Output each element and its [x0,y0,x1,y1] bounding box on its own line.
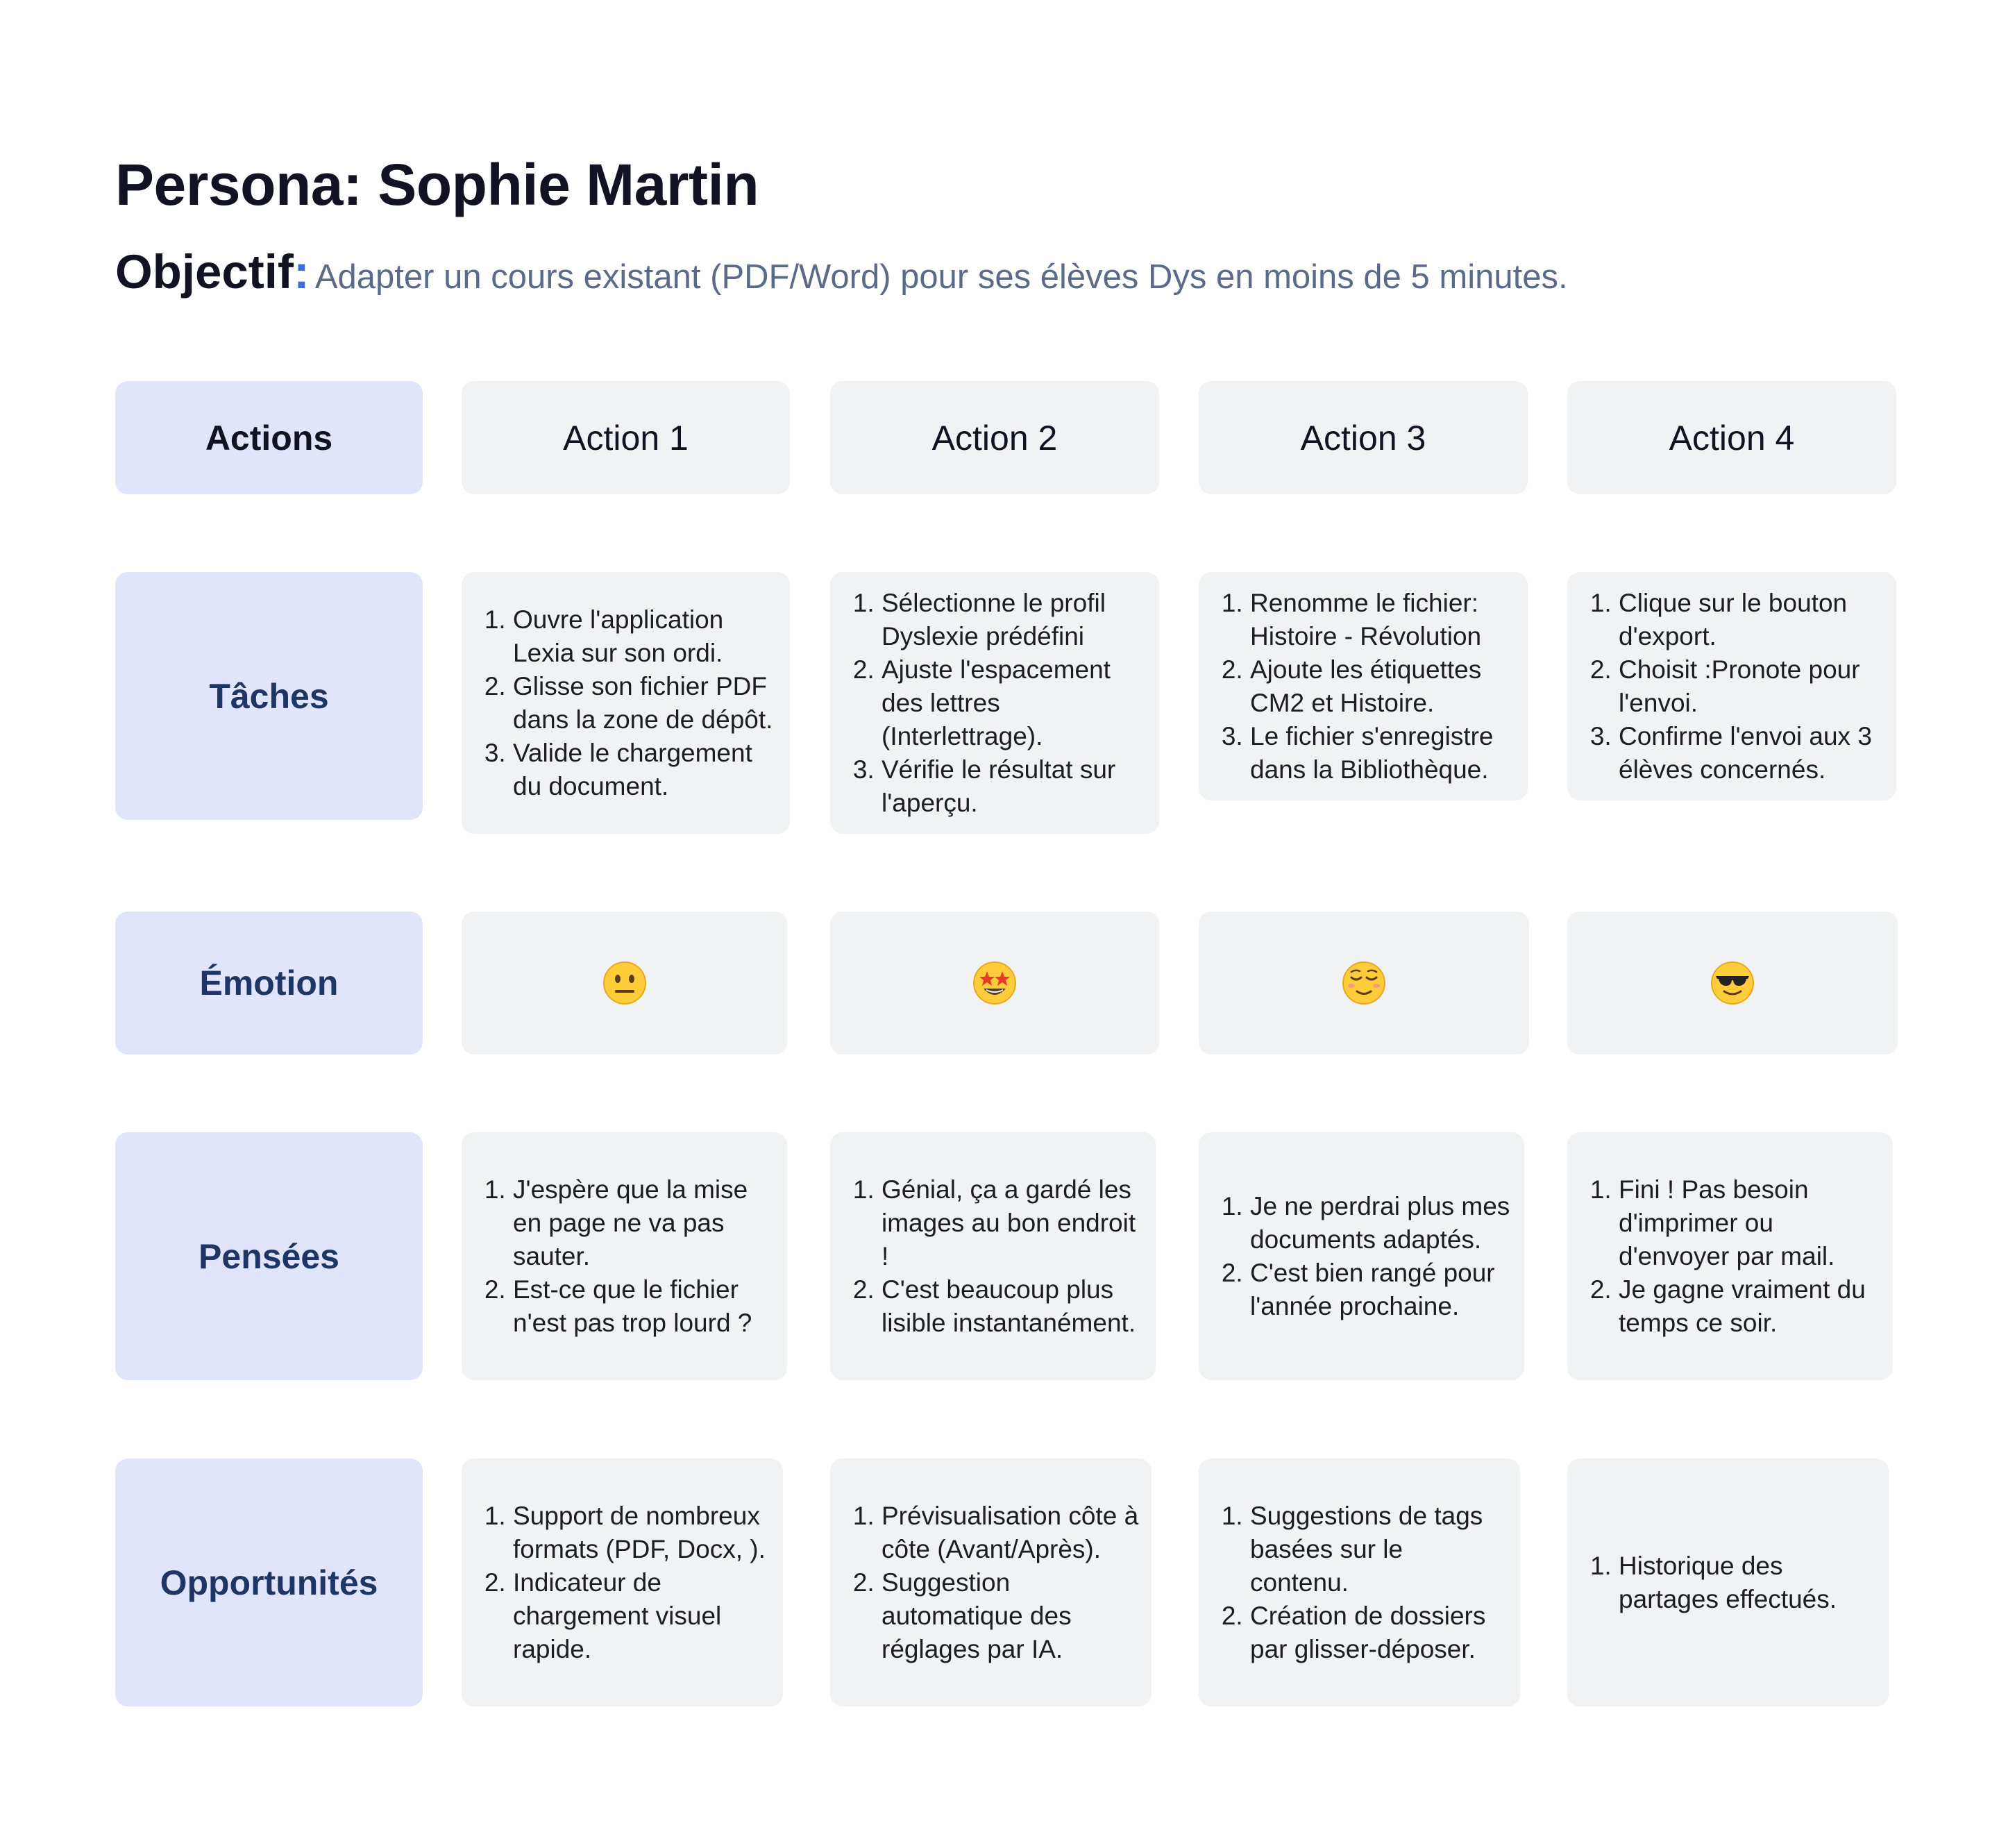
row-label-opportunites [115,1459,423,1706]
row-label-taches-text: Tâches [209,676,329,716]
list-item: 1. Support de nombreux formats (PDF, Docx, ). [513,1500,770,1566]
list-item: 3. Valide le chargement du document. [513,737,777,803]
objective-label: Objectif [115,245,294,299]
list-item: 3. Confirme l'envoi aux 3 élèves concernés. [1619,720,1884,787]
list-item: 1. Sélectionne le profil Dyslexie prédéfini [882,587,1147,653]
relieved-face-icon [1342,961,1386,1005]
list-item: 2. Indicateur de chargement visuel rapide. [513,1566,770,1666]
list-item: 2. C'est beaucoup plus lisible instantanément. [882,1273,1143,1340]
list-item: 2. Glisse son fichier PDF dans la zone de dépôt. [513,670,777,737]
pensees-cell-2 [830,1132,1156,1380]
action-header-4-text: Action 4 [1669,418,1795,457]
item-list [850,587,1147,820]
list-item: 3. Le fichier s'enregistre dans la Bibliothèque. [1250,720,1515,787]
row-label-emotion [115,912,423,1055]
opportunites-cell-2 [830,1459,1152,1706]
list-item: 1. Ouvre l'application Lexia sur son ordi. [513,603,777,670]
list-item: 1. Fini ! Pas besoin d'imprimer ou d'envoyer par mail. [1619,1173,1880,1273]
pensees-cell-1 [462,1132,787,1380]
star-struck-face-icon [972,961,1017,1005]
item-list [1587,1173,1880,1340]
opportunites-cell-3 [1199,1459,1520,1706]
list-item: 1. Suggestions de tags basées sur le contenu. [1250,1500,1508,1599]
row-label-pensees [115,1132,423,1380]
item-list [1218,1190,1512,1323]
item-list [1218,587,1515,787]
item-list [850,1500,1139,1666]
taches-cell-2 [830,572,1159,834]
sunglasses-face-icon [1710,961,1755,1005]
item-list [481,1500,770,1666]
taches-cell-4 [1567,572,1896,800]
item-list [1587,1549,1876,1616]
list-item: 2. Ajuste l'espacement des lettres (Interlettrage). [882,653,1147,753]
list-item: 1. Historique des partages effectués. [1619,1549,1876,1616]
list-item: 1. Prévisualisation côte à côte (Avant/Après). [882,1500,1139,1566]
item-list [850,1173,1143,1340]
emotion-cell-3 [1199,912,1529,1055]
row-label-emotion-text: Émotion [199,964,339,1002]
row-label-actions-text: Actions [205,418,333,457]
emotion-cell-1 [462,912,787,1055]
list-item: 1. J'espère que la mise en page ne va pas sauter. [513,1173,775,1273]
emotion-cell-4 [1567,912,1898,1055]
list-item: 2. Création de dossiers par glisser-déposer. [1250,1599,1508,1666]
list-item: 2. Je gagne vraiment du temps ce soir. [1619,1273,1880,1340]
list-item: 2. Choisit :Pronote pour l'envoi. [1619,653,1884,720]
list-item: 1. Renomme le fichier: Histoire - Révolution [1250,587,1515,653]
taches-cell-3 [1199,572,1528,800]
list-item: 2. Ajoute les étiquettes CM2 et Histoire. [1250,653,1515,720]
action-header-1-text: Action 1 [563,418,689,457]
objective-colon: : [293,245,310,299]
list-item: 2. C'est bien rangé pour l'année prochaine. [1250,1257,1512,1323]
action-header-3 [1199,381,1528,494]
action-header-2 [830,381,1159,494]
list-item: 2. Est-ce que le fichier n'est pas trop lourd ? [513,1273,775,1340]
list-item: 2. Suggestion automatique des réglages par IA. [882,1566,1139,1666]
list-item: 1. Génial, ça a gardé les images au bon endroit ! [882,1173,1143,1273]
opportunites-cell-4 [1567,1459,1889,1706]
item-list [481,1173,775,1340]
taches-cell-1 [462,572,790,834]
row-label-opportunites-text: Opportunités [160,1563,378,1602]
item-list [1218,1500,1508,1666]
opportunites-cell-1 [462,1459,783,1706]
action-header-1 [462,381,790,494]
pensees-cell-3 [1199,1132,1524,1380]
objective-text: Adapter un cours existant (PDF/Word) pour ses élèves Dys en moins de 5 minutes. [314,258,1568,296]
list-item: 1. Je ne perdrai plus mes documents adaptés. [1250,1190,1512,1257]
action-header-3-text: Action 3 [1300,418,1426,457]
row-label-actions [115,381,423,494]
action-header-4 [1567,381,1896,494]
row-label-taches [115,572,423,820]
pensees-cell-4 [1567,1132,1893,1380]
page-title: Persona: Sophie Martin [115,152,759,217]
item-list [481,603,777,803]
action-header-2-text: Action 2 [931,418,1058,457]
emotion-cell-2 [830,912,1159,1055]
list-item: 1. Clique sur le bouton d'export. [1619,587,1884,653]
row-label-pensees-text: Pensées [199,1236,339,1276]
list-item: 3. Vérifie le résultat sur l'aperçu. [882,753,1147,820]
neutral-face-icon [602,961,647,1005]
objective [115,244,1568,299]
item-list [1587,587,1884,787]
